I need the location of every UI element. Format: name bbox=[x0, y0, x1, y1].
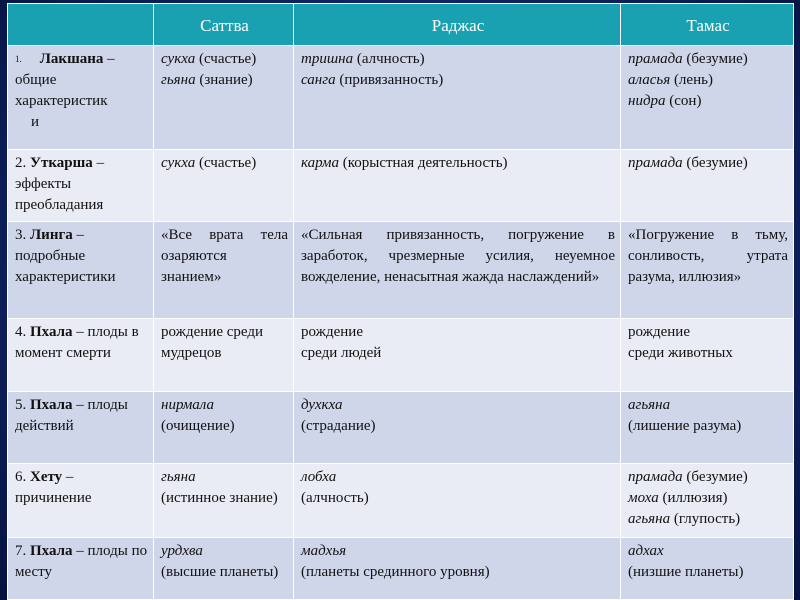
row-desc-tail: и bbox=[31, 114, 40, 130]
cell-rajas bbox=[294, 319, 621, 392]
term-gloss: (глупость) bbox=[670, 511, 741, 527]
term-italic: сукха bbox=[161, 155, 196, 171]
term-italic: сукха bbox=[161, 51, 196, 67]
header-sattva: Саттва bbox=[154, 4, 294, 46]
table-row bbox=[8, 464, 794, 538]
row-label bbox=[8, 538, 154, 600]
row-term: Хету bbox=[30, 469, 63, 485]
row-label bbox=[8, 46, 154, 150]
term-gloss: (сон) bbox=[665, 93, 702, 109]
header-row bbox=[8, 4, 794, 46]
row-term: Пхала bbox=[30, 324, 73, 340]
term-italic: карма bbox=[301, 155, 339, 171]
term-italic: прамада bbox=[628, 155, 683, 171]
header-rajas: Раджас bbox=[294, 4, 621, 46]
table-row bbox=[8, 319, 794, 392]
row-label bbox=[8, 150, 154, 222]
row-number: 1. bbox=[15, 54, 22, 64]
cell-sattva bbox=[154, 150, 294, 222]
term-gloss: (знание) bbox=[195, 72, 253, 88]
cell-sattva bbox=[154, 538, 294, 600]
table-row bbox=[8, 538, 794, 600]
cell-line: среди людей bbox=[301, 345, 382, 361]
row-number: 7. bbox=[15, 543, 27, 559]
term-italic: прамада bbox=[628, 51, 683, 67]
table-row bbox=[8, 150, 794, 222]
cell-line: рождение bbox=[628, 324, 690, 340]
row-term: Линга bbox=[30, 227, 73, 243]
term-gloss: (алчность) bbox=[353, 51, 425, 67]
term-gloss: (очищение) bbox=[161, 418, 235, 434]
term-gloss: (безумие) bbox=[682, 51, 748, 67]
term-italic: нидра bbox=[628, 93, 666, 109]
row-number: 4. bbox=[15, 324, 27, 340]
cell-sattva bbox=[154, 464, 294, 538]
cell-tamas bbox=[621, 538, 794, 600]
term-italic: тришна bbox=[301, 51, 354, 67]
cell-tamas bbox=[621, 46, 794, 150]
row-number: 5. bbox=[15, 397, 27, 413]
row-number: 6. bbox=[15, 469, 27, 485]
term-gloss: (безумие) bbox=[682, 469, 748, 485]
table-row bbox=[8, 392, 794, 464]
row-term: Пхала bbox=[30, 397, 73, 413]
term-gloss: (высшие планеты) bbox=[161, 564, 279, 580]
row-desc: – общие характеристик bbox=[15, 51, 115, 109]
row-number: 3. bbox=[15, 227, 27, 243]
table-row bbox=[8, 46, 794, 150]
row-desc: – эффекты преобладания bbox=[15, 155, 105, 213]
term-italic: адхах bbox=[628, 543, 664, 559]
row-term: Уткарша bbox=[30, 155, 93, 171]
term-italic: моха bbox=[628, 490, 659, 506]
gunas-table bbox=[7, 3, 794, 600]
cell-sattva bbox=[154, 392, 294, 464]
row-desc: – причинение bbox=[15, 469, 92, 506]
term-gloss: (безумие) bbox=[682, 155, 748, 171]
table-row bbox=[8, 222, 794, 319]
cell-tamas: «Погружение в тьму, сонливость, утрата разума, иллюзия» bbox=[621, 222, 794, 319]
term-italic: санга bbox=[301, 72, 336, 88]
term-gloss: (счастье) bbox=[195, 51, 257, 67]
term-gloss: (истинное знание) bbox=[161, 490, 278, 506]
row-label bbox=[8, 319, 154, 392]
header-tamas: Тамас bbox=[621, 4, 794, 46]
term-gloss: (алчность) bbox=[301, 490, 369, 506]
term-italic: гьяна bbox=[161, 469, 196, 485]
row-desc: – плоды в момент смерти bbox=[15, 324, 139, 361]
term-gloss: (лишение разума) bbox=[628, 418, 742, 434]
cell-sattva: рождение среди мудрецов bbox=[154, 319, 294, 392]
term-gloss: (иллюзия) bbox=[658, 490, 728, 506]
term-italic: духкха bbox=[301, 397, 343, 413]
term-italic: урдхва bbox=[161, 543, 203, 559]
row-desc: – плоды по месту bbox=[15, 543, 148, 580]
cell-rajas bbox=[294, 464, 621, 538]
term-gloss: (корыстная деятельность) bbox=[338, 155, 508, 171]
row-term: Лакшана bbox=[39, 51, 104, 67]
cell-rajas bbox=[294, 392, 621, 464]
term-gloss: (лень) bbox=[670, 72, 713, 88]
cell-line: среди животных bbox=[628, 345, 733, 361]
row-term: Пхала bbox=[30, 543, 73, 559]
term-gloss: (страдание) bbox=[301, 418, 376, 434]
cell-sattva: «Все врата тела озаряются знанием» bbox=[154, 222, 294, 319]
term-italic: нирмала bbox=[161, 397, 214, 413]
row-label bbox=[8, 222, 154, 319]
cell-sattva bbox=[154, 46, 294, 150]
term-gloss: (низшие планеты) bbox=[628, 564, 744, 580]
term-gloss: (счастье) bbox=[195, 155, 257, 171]
cell-tamas bbox=[621, 319, 794, 392]
cell-line: рождение bbox=[301, 324, 363, 340]
term-italic: прамада bbox=[628, 469, 683, 485]
cell-tamas bbox=[621, 392, 794, 464]
term-italic: гьяна bbox=[161, 72, 196, 88]
term-italic: лобха bbox=[301, 469, 337, 485]
cell-rajas bbox=[294, 46, 621, 150]
cell-tamas bbox=[621, 464, 794, 538]
row-label bbox=[8, 392, 154, 464]
row-number: 2. bbox=[15, 155, 27, 171]
term-italic: агьяна bbox=[628, 397, 671, 413]
term-italic: аласья bbox=[628, 72, 671, 88]
row-desc: – подробные характеристики bbox=[15, 227, 116, 285]
cell-rajas bbox=[294, 150, 621, 222]
cell-rajas: «Сильная привязанность, погружение в заработок, чрезмерные усилия, неуемное вожделение, ненасытная жажда наслаждений» bbox=[294, 222, 621, 319]
term-italic: агьяна bbox=[628, 511, 671, 527]
row-desc: – плоды действий bbox=[15, 397, 128, 434]
term-gloss: (планеты срединного уровня) bbox=[301, 564, 490, 580]
term-gloss: (привязанность) bbox=[335, 72, 444, 88]
cell-rajas bbox=[294, 538, 621, 600]
cell-tamas bbox=[621, 150, 794, 222]
term-italic: мадхья bbox=[301, 543, 347, 559]
row-label bbox=[8, 464, 154, 538]
header-empty bbox=[8, 4, 154, 46]
